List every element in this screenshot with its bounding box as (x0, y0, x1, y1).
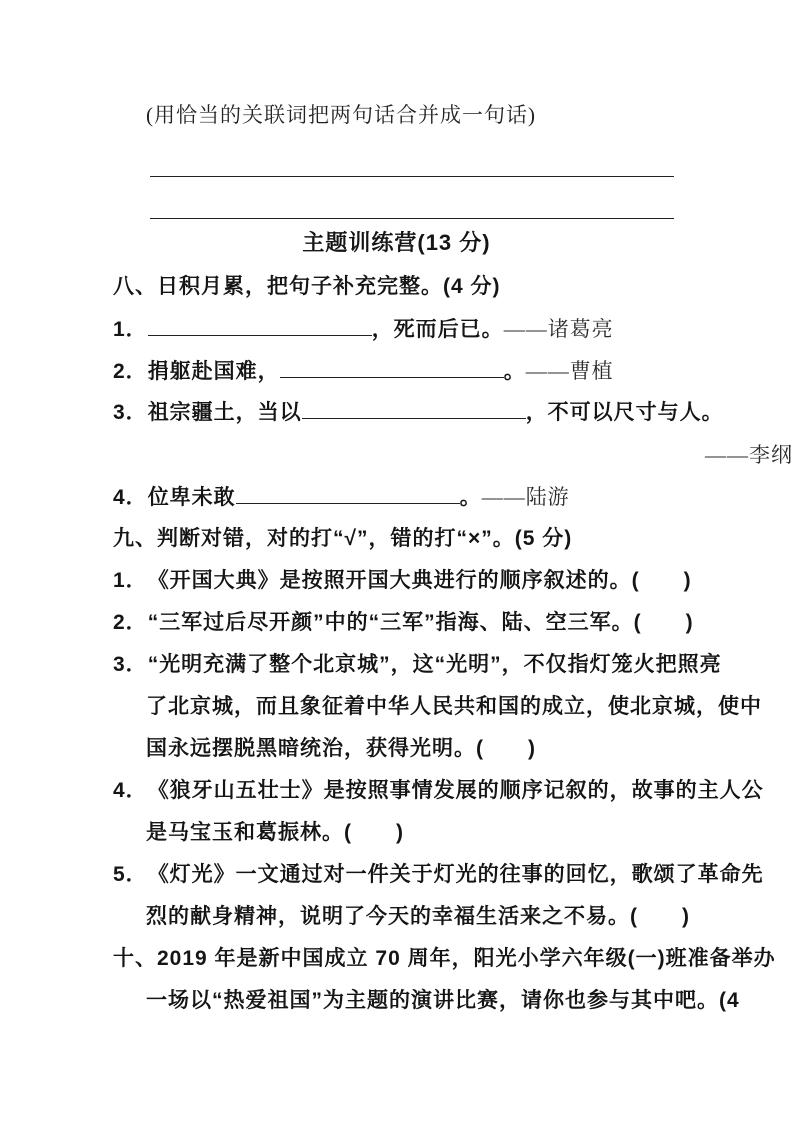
section8-item-4 (0, 476, 793, 519)
item-number: 4． (113, 779, 148, 802)
author-attribution: ——曹植 (525, 359, 614, 383)
item-text-post: ，死而后已。 (371, 318, 504, 341)
item-text-pre: 祖宗疆土，当以 (147, 401, 302, 424)
item-number: 2． (113, 611, 148, 634)
fill-in-blank (302, 392, 526, 419)
section8-item-3-author: ——李纲 (705, 443, 793, 467)
section8-item-3 (0, 392, 793, 434)
author-attribution: ——陆游 (481, 485, 570, 509)
section10-header: 十、2019 年是新中国成立 70 周年，阳光小学六年级(一)班准备举办 (113, 947, 776, 970)
section8-item-1 (0, 308, 793, 351)
section9-item-3-row-2: 了北京城，而且象征着中华人民共和国的成立，使北京城，使中 (146, 695, 762, 718)
section9-item-3 (0, 644, 793, 686)
item-text-post: ，不可以尺寸与人。 (525, 401, 724, 424)
section9-item-3-row-3: 国永远摆脱黑暗统治，获得光明。( ) (146, 737, 536, 760)
item-number: 1． (113, 318, 148, 341)
item-number: 3． (113, 401, 148, 424)
section8-header: 八、日积月累，把句子补充完整。(4 分) (113, 275, 501, 298)
item-number: 1． (113, 569, 148, 592)
item-text: 《灯光》一文通过对一件关于灯光的往事的回忆，歌颂了革命先 (147, 863, 764, 886)
item-text-pre: 位卑未敢 (147, 486, 236, 509)
author-attribution: ——诸葛亮 (503, 317, 614, 341)
section9-item-4 (0, 770, 793, 812)
theme-heading: 主题训练营(13 分) (302, 230, 491, 255)
instruction-parenthetical: (用恰当的关联词把两句话合并成一句话) (146, 103, 536, 127)
section9-item-1 (0, 560, 793, 602)
item-text-post: 。 (503, 360, 526, 383)
item-text: “光明充满了整个北京城”，这“光明”，不仅指灯笼火把照亮 (147, 653, 722, 676)
item-number: 3． (113, 653, 148, 676)
section9-item-5-row-2: 烈的献身精神，说明了今天的幸福生活来之不易。( ) (146, 905, 690, 928)
item-number: 4． (113, 486, 148, 509)
item-number: 2． (113, 360, 148, 383)
item-text: 《狼牙山五壮士》是按照事情发展的顺序记叙的，故事的主人公 (147, 779, 764, 802)
answer-rule-line-2 (150, 218, 674, 219)
item-text: 《开国大典》是按照开国大典进行的顺序叙述的。( ) (147, 569, 692, 592)
section8-item-2 (0, 350, 793, 393)
section9-item-5 (0, 854, 793, 896)
item-number: 5． (113, 863, 148, 886)
fill-in-blank (280, 351, 504, 378)
section9-header: 九、判断对错，对的打“√”，错的打“×”。(5 分) (113, 527, 573, 550)
section9-item-2 (0, 602, 793, 644)
section9-item-4-row-2: 是马宝玉和葛振林。( ) (146, 821, 404, 844)
section10-row-2: 一场以“热爱祖国”为主题的演讲比赛，请你也参与其中吧。(4 (146, 989, 740, 1012)
answer-rule-line-1 (150, 176, 674, 177)
item-text-post: 。 (459, 486, 482, 509)
fill-in-blank (148, 309, 372, 336)
fill-in-blank (236, 477, 460, 504)
item-text-pre: 捐躯赴国难， (147, 360, 280, 383)
item-text: “三军过后尽开颜”中的“三军”指海、陆、空三军。( ) (147, 611, 694, 634)
